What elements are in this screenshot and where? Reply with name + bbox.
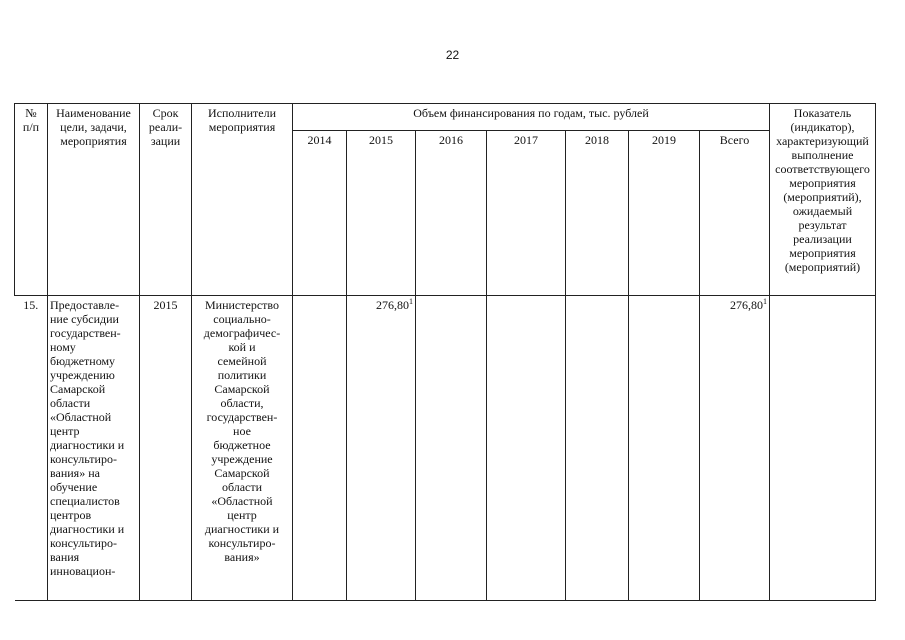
row-amount-2015 xyxy=(347,296,416,601)
header-executors-text: Исполнители мероприятия xyxy=(207,106,277,134)
header-year-2019: 2019 xyxy=(629,131,700,296)
header-term xyxy=(140,104,192,296)
row-amount-2017 xyxy=(487,296,566,601)
header-year-2015: 2015 xyxy=(347,131,416,296)
header-executors xyxy=(192,104,293,296)
header-year-2016: 2016 xyxy=(416,131,487,296)
row-amount-2016 xyxy=(416,296,487,601)
row-amount-total-value: 276,80 xyxy=(730,298,763,312)
row-amount-2018 xyxy=(566,296,629,601)
row-amount-2015-value: 276,80 xyxy=(376,298,409,312)
header-num xyxy=(15,104,48,296)
header-year-2017: 2017 xyxy=(487,131,566,296)
header-name-text: Наименование цели, задачи, мероприятия xyxy=(56,106,131,148)
row-amount-2014 xyxy=(293,296,347,601)
row-amount-2019 xyxy=(629,296,700,601)
financing-table xyxy=(14,103,876,601)
row-name-text: Предоставле- ние субсидии государствен- ному бюджетному учреждению Самарской области «Областной центр диагностики и консультиро- вания» на обучение специалистов центров диагностики и консультиро- вания инновацион- xyxy=(50,298,125,578)
row-executors xyxy=(192,296,293,601)
row-amount-2015-footnote: 1 xyxy=(409,297,413,306)
header-year-2018: 2018 xyxy=(566,131,629,296)
header-name xyxy=(48,104,140,296)
header-indicator xyxy=(770,104,876,296)
row-amount-total xyxy=(700,296,770,601)
row-executors-text: Министерство социально- демографичес- кой и семейной политики Самарской области, государствен- ное бюджетное учреждение Самарской области «Областной центр диагностики и консультиро- вания» xyxy=(203,298,281,564)
header-term-text: Срок реали- зации xyxy=(148,106,183,148)
page-number: 22 xyxy=(445,48,460,62)
row-term: 2015 xyxy=(140,296,192,601)
table-row xyxy=(15,296,876,601)
row-amount-total-footnote: 1 xyxy=(763,297,767,306)
header-indicator-text: Показатель (индикатор), характеризующий выполнение соответствующего мероприятия (мероприятий), ожидаемый результат реализации мероприятия (мероприятий) xyxy=(775,106,870,274)
header-financing-text: Объем финансирования по годам, тыс. рублей xyxy=(413,106,649,120)
row-indicator xyxy=(770,296,876,601)
header-total: Всего xyxy=(700,131,770,296)
header-num-text: № п/п xyxy=(22,106,40,134)
row-num: 15. xyxy=(15,296,48,601)
row-name xyxy=(48,296,140,601)
header-financing xyxy=(293,104,770,131)
header-year-2014: 2014 xyxy=(293,131,347,296)
